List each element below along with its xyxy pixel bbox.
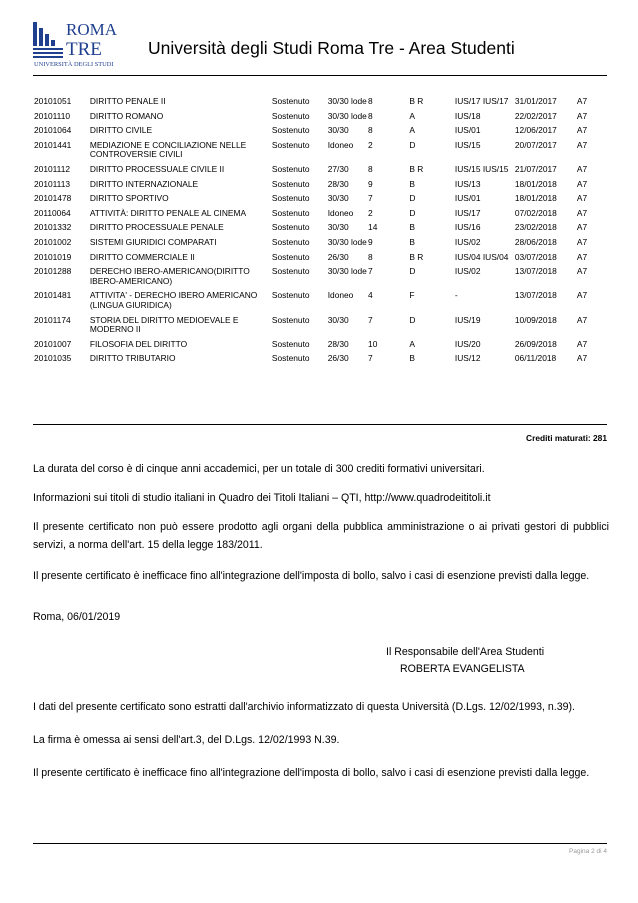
- exam-grade: 28/30: [327, 338, 349, 349]
- table-row: [34, 340, 608, 355]
- exam-activity-type: D: [409, 207, 416, 218]
- exam-code: 20101112: [34, 163, 71, 174]
- table-row: [34, 223, 608, 238]
- exam-credits: 7: [368, 353, 373, 364]
- exam-name: SISTEMI GIURIDICI COMPARATI: [89, 236, 217, 247]
- svg-text:UNIVERSITÀ DEGLI STUDI: UNIVERSITÀ DEGLI STUDI: [34, 61, 114, 68]
- exam-code: 20101478: [34, 193, 72, 204]
- table-row: [34, 291, 608, 315]
- exam-credits: 4: [368, 290, 373, 301]
- data-source-notice: I dati del presente certificato sono estratti dall'archivio informatizzato di questa Università (D.Lgs. 12/02/1993, n.39).: [33, 701, 575, 713]
- exam-type: Sostenuto: [271, 96, 310, 106]
- exam-activity-type: D: [409, 266, 416, 277]
- exam-type: Sostenuto: [271, 338, 310, 349]
- exam-name: DIRITTO PROCESSUALE CIVILE II: [89, 163, 225, 174]
- exam-period: A7: [576, 353, 588, 364]
- exam-date: 03/07/2018: [514, 251, 557, 262]
- exam-credits: 2: [368, 139, 373, 150]
- exam-type: Sostenuto: [271, 178, 310, 189]
- exam-activity-type: B: [409, 353, 415, 364]
- place-and-date: Roma, 06/01/2019: [33, 611, 121, 623]
- exam-period: A7: [576, 207, 588, 218]
- exam-code: 20101051: [34, 96, 72, 106]
- exam-period: A7: [576, 290, 588, 301]
- exam-code: 20101007: [34, 338, 72, 349]
- exam-name: DIRITTO ROMANO: [89, 110, 164, 121]
- exam-date: 18/01/2018: [514, 193, 557, 204]
- qti-info-text: Informazioni sui titoli di studio italiani in Quadro dei Titoli Italiani – QTI, http://www.quadrodeititoli.it: [33, 492, 491, 504]
- exam-activity-type: B R: [409, 251, 424, 262]
- exam-type: Sostenuto: [271, 207, 310, 218]
- exam-type: Sostenuto: [271, 163, 310, 174]
- footer-divider: [33, 843, 607, 844]
- exam-period: A7: [576, 266, 588, 277]
- page-header: [33, 16, 611, 74]
- exam-credits: 8: [368, 251, 373, 262]
- exam-period: A7: [576, 163, 588, 174]
- exam-code: 20101441: [34, 139, 72, 150]
- exam-activity-type: B: [409, 178, 415, 189]
- exams-table: [34, 97, 608, 369]
- exam-credits: 7: [368, 266, 373, 277]
- exam-name: DIRITTO PROCESSUALE PENALE: [89, 222, 224, 233]
- table-row: [34, 180, 608, 195]
- exam-date: 21/07/2017: [514, 163, 557, 174]
- exam-code: 20101064: [34, 125, 72, 136]
- exam-credits: 8: [368, 96, 373, 106]
- exam-code: 20101002: [34, 236, 72, 247]
- exam-grade: 26/30: [327, 251, 349, 262]
- exam-activity-type: A: [409, 125, 415, 136]
- exam-code: 20101035: [34, 353, 72, 364]
- exam-activity-type: B R: [409, 163, 424, 174]
- exam-grade: 26/30: [327, 353, 349, 364]
- exam-date: 12/06/2017: [514, 125, 557, 136]
- exam-period: A7: [576, 178, 588, 189]
- table-row: [34, 126, 608, 141]
- exam-type: Sostenuto: [271, 314, 310, 325]
- stamp-duty-notice-repeat: Il presente certificato è inefficace fino all'integrazione dell'imposta di bollo, salvo i casi di esenzione previsti dalla legge.: [33, 767, 590, 779]
- exam-type: Sostenuto: [271, 193, 310, 204]
- exam-grade: Idoneo: [327, 207, 354, 218]
- exam-date: 07/02/2018: [514, 207, 557, 218]
- signatory-name: ROBERTA EVANGELISTA: [400, 663, 525, 675]
- exam-period: A7: [576, 96, 588, 106]
- exam-sector: IUS/16: [454, 222, 481, 233]
- exam-name: DIRITTO COMMERCIALE II: [89, 251, 195, 262]
- exam-period: A7: [576, 338, 588, 349]
- exam-sector: IUS/20: [454, 338, 481, 349]
- exam-type: Sostenuto: [271, 222, 310, 233]
- exam-name: DIRITTO CIVILE: [89, 125, 153, 136]
- exam-grade: 30/30 lode: [327, 236, 367, 247]
- exam-grade: Idoneo: [327, 139, 354, 150]
- header-divider: [33, 75, 607, 76]
- exam-sector: IUS/15 IUS/15: [454, 163, 509, 174]
- exam-date: 23/02/2018: [514, 222, 557, 233]
- exam-grade: 30/30 lode: [327, 266, 367, 277]
- exam-activity-type: A: [409, 338, 415, 349]
- table-row: [34, 354, 608, 369]
- exam-period: A7: [576, 139, 588, 150]
- table-row: [34, 97, 608, 112]
- exam-credits: 7: [368, 314, 373, 325]
- exam-period: A7: [576, 222, 588, 233]
- exam-date: 28/06/2018: [514, 236, 557, 247]
- roma-tre-logo-icon: [33, 18, 118, 68]
- exam-type: Sostenuto: [271, 110, 310, 121]
- table-row: [34, 141, 608, 165]
- exam-activity-type: A: [409, 110, 415, 121]
- exam-type: Sostenuto: [271, 125, 310, 136]
- exam-sector: IUS/01: [454, 193, 481, 204]
- exam-grade: 28/30: [327, 178, 349, 189]
- course-duration-text: La durata del corso è di cinque anni accademici, per un totale di 300 crediti formativi universitari.: [33, 463, 485, 475]
- exam-credits: 14: [368, 222, 378, 233]
- exam-activity-type: F: [409, 290, 415, 301]
- exam-code: 20101288: [34, 266, 72, 277]
- exam-grade: 30/30: [327, 314, 349, 325]
- exam-credits: 8: [368, 110, 373, 121]
- exam-sector: IUS/02: [454, 266, 481, 277]
- exam-credits: 8: [368, 163, 373, 174]
- exam-sector: -: [454, 290, 458, 301]
- public-administration-notice: Il presente certificato non può essere prodotto agli organi della pubblica amministrazione o ai privati gestori di pubblici servizi, a norma dell'art. 15 della legge 183/2011.: [33, 521, 609, 551]
- exam-credits: 9: [368, 236, 373, 247]
- exam-name: DIRITTO SPORTIVO: [89, 193, 169, 204]
- exam-sector: IUS/18: [454, 110, 481, 121]
- exam-code: 20101174: [34, 314, 71, 325]
- exam-sector: IUS/01: [454, 125, 481, 136]
- exam-code: 20101019: [34, 251, 72, 262]
- exam-sector: IUS/19: [454, 314, 481, 325]
- exam-grade: Idoneo: [327, 290, 354, 301]
- exam-activity-type: D: [409, 193, 416, 204]
- exam-period: A7: [576, 236, 588, 247]
- exam-activity-type: D: [409, 139, 416, 150]
- table-row: [34, 194, 608, 209]
- exam-sector: IUS/02: [454, 236, 481, 247]
- exam-type: Sostenuto: [271, 266, 310, 277]
- exam-credits: 9: [368, 178, 373, 189]
- exam-name: DIRITTO INTERNAZIONALE: [89, 178, 199, 189]
- exam-name: STORIA DEL DIRITTO MEDIOEVALE E MODERNO II: [89, 314, 239, 335]
- exam-name: MEDIAZIONE E CONCILIAZIONE NELLE CONTROVERSIE CIVILI: [89, 139, 247, 160]
- svg-text:ROMA: ROMA: [66, 20, 118, 39]
- total-credits: Crediti maturati: 281: [526, 433, 607, 443]
- exam-activity-type: B: [409, 236, 415, 247]
- exam-grade: 30/30: [327, 125, 349, 136]
- table-row: [34, 165, 608, 180]
- exam-period: A7: [576, 251, 588, 262]
- exam-name: DIRITTO PENALE II: [89, 96, 166, 106]
- svg-text:TRE: TRE: [66, 39, 102, 60]
- stamp-duty-notice: Il presente certificato è inefficace fino all'integrazione dell'imposta di bollo, salvo i casi di esenzione previsti dalla legge.: [33, 570, 590, 582]
- exam-sector: IUS/13: [454, 178, 481, 189]
- exam-sector: IUS/17: [454, 207, 481, 218]
- exam-sector: IUS/12: [454, 353, 481, 364]
- exam-sector: IUS/04 IUS/04: [454, 251, 509, 262]
- exam-code: 20110064: [34, 207, 71, 218]
- exam-date: 10/09/2018: [514, 314, 557, 325]
- exam-code: 20101481: [34, 290, 72, 301]
- exam-period: A7: [576, 314, 588, 325]
- exam-date: 13/07/2018: [514, 290, 557, 301]
- exam-date: 26/09/2018: [514, 338, 557, 349]
- exam-date: 20/07/2017: [514, 139, 557, 150]
- page-title: Università degli Studi Roma Tre - Area Studenti: [148, 38, 515, 58]
- exam-type: Sostenuto: [271, 251, 310, 262]
- exam-credits: 10: [368, 338, 378, 349]
- exam-grade: 30/30 lode: [327, 96, 367, 106]
- exam-sector: IUS/17 IUS/17: [454, 96, 509, 106]
- exam-credits: 7: [368, 193, 373, 204]
- exam-credits: 8: [368, 125, 373, 136]
- exam-sector: IUS/15: [454, 139, 481, 150]
- exam-date: 13/07/2018: [514, 266, 557, 277]
- table-row: [34, 267, 608, 291]
- signatory-role: Il Responsabile dell'Area Studenti: [386, 646, 545, 658]
- exam-period: A7: [576, 125, 588, 136]
- exam-credits: 2: [368, 207, 373, 218]
- table-row: [34, 238, 608, 253]
- exam-grade: 30/30: [327, 222, 349, 233]
- exam-type: Sostenuto: [271, 236, 310, 247]
- table-row: [34, 112, 608, 127]
- exam-code: 20101332: [34, 222, 72, 233]
- exam-activity-type: B: [409, 222, 415, 233]
- exam-date: 06/11/2018: [514, 353, 557, 364]
- exam-activity-type: D: [409, 314, 416, 325]
- exam-type: Sostenuto: [271, 353, 310, 364]
- signature-omitted-notice: La firma è omessa ai sensi dell'art.3, del D.Lgs. 12/02/1993 N.39.: [33, 734, 340, 746]
- exam-period: A7: [576, 193, 588, 204]
- exam-code: 20101113: [34, 178, 71, 189]
- table-row: [34, 253, 608, 268]
- exam-period: A7: [576, 110, 588, 121]
- exam-name: ATTIVITÀ: DIRITTO PENALE AL CINEMA: [89, 207, 247, 218]
- page-number: Pagina 2 di 4: [569, 848, 607, 855]
- exam-type: Sostenuto: [271, 290, 310, 301]
- exam-code: 20101110: [34, 110, 71, 121]
- table-row: [34, 316, 608, 340]
- exam-type: Sostenuto: [271, 139, 310, 150]
- exam-name: FILOSOFIA DEL DIRITTO: [89, 338, 188, 349]
- exam-date: 31/01/2017: [514, 96, 557, 106]
- exam-date: 22/02/2017: [514, 110, 557, 121]
- exam-date: 18/01/2018: [514, 178, 557, 189]
- exam-grade: 30/30: [327, 193, 349, 204]
- table-divider: [33, 424, 607, 425]
- exam-name: ATTIVITA' - DERECHO IBERO AMERICANO (LINGUA GIURIDICA): [89, 290, 258, 310]
- table-row: [34, 209, 608, 224]
- exam-grade: 30/30 lode: [327, 110, 367, 121]
- exam-grade: 27/30: [327, 163, 349, 174]
- exam-name: DERECHO IBERO-AMERICANO(DIRITTO IBERO-AMERICANO): [89, 266, 250, 286]
- exam-name: DIRITTO TRIBUTARIO: [89, 353, 176, 364]
- exam-activity-type: B R: [409, 96, 424, 106]
- university-logo: [33, 18, 118, 68]
